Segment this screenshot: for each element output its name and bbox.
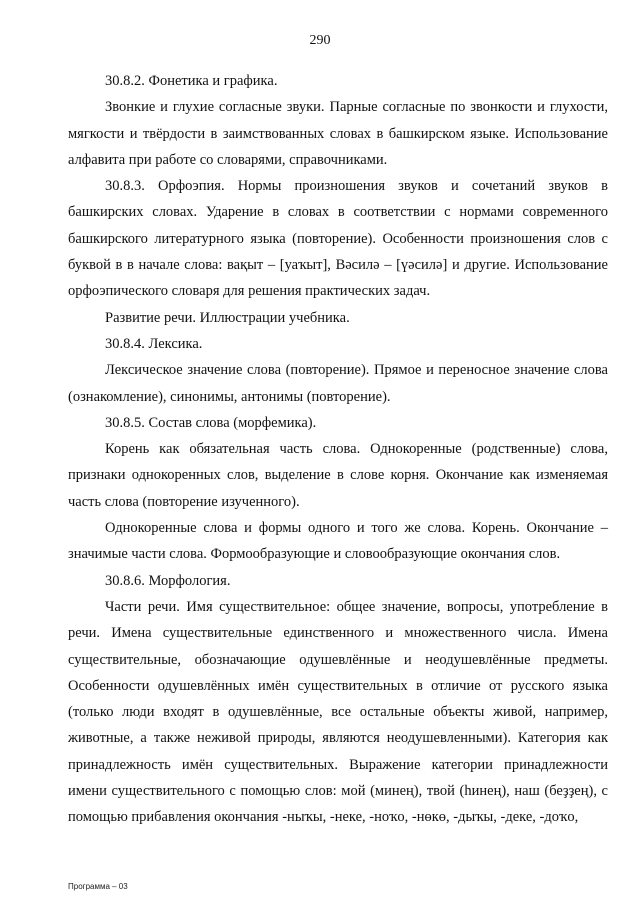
document-body: [68, 68, 608, 831]
paragraph: Развитие речи. Иллюстрации учебника.: [105, 309, 350, 326]
section-heading-morphemics: 30.8.5. Состав слова (морфемика).: [105, 414, 317, 431]
paragraph: Корень как обязательная часть слова. Однокоренные (родственные) слова, признаки однокоренных слов, выделение в слове корня. Окончание как изменяемая часть слова (повторение изученного).: [68, 441, 608, 510]
paragraph: Лексическое значение слова (повторение). Прямое и переносное значение слова (ознакомление), синонимы, антонимы (повторение).: [68, 362, 608, 405]
footer-label: Программа – 03: [68, 882, 128, 891]
section-heading-morphology: 30.8.6. Морфология.: [105, 572, 231, 589]
page-number: 290: [309, 33, 331, 48]
section-heading-lexics: 30.8.4. Лексика.: [105, 335, 203, 352]
paragraph: 30.8.3. Орфоэпия. Нормы произношения звуков и сочетаний звуков в башкирских словах. Ударение в словах в соответствии с нормами современного башкирского литературного языка (повторение). Особенности произношения слов с буквой в в начале слова: вақыт – [уаҡыт], Вәсилә – [үәсилә] и другие. Использование орфоэпического словаря для решения практических задач.: [68, 178, 608, 300]
paragraph: Части речи. Имя существительное: общее значение, вопросы, употребление в речи. Имена существительные единственного и множественного числа. Имена существительные, обозначающие одушевлённые и неодушевлённые предметы. Особенности одушевлённых имён существительных в отличие от русского языка (только люди входят в одушевлённые, все остальные объекты живой, например, животные, а также неживой природы, являются неодушевленными). Категория как принадлежность имён существительных. Выражение категории принадлежности имени существительного с помощью слов: мой (минең), твой (һинең), наш (беҙҙең), с помощью прибавления окончания -ныҡы, -неке, -ноҡо, -нөкө, -дыҡы, -деке, -доҡо,: [68, 598, 608, 826]
paragraph: Звонкие и глухие согласные звуки. Парные согласные по звонкости и глухости, мягкости и твёрдости в заимствованных словах в башкирском языке. Использование алфавита при работе со словарями, справочниками.: [68, 99, 608, 168]
section-heading-phonetics: 30.8.2. Фонетика и графика.: [105, 73, 278, 89]
paragraph: Однокоренные слова и формы одного и того же слова. Корень. Окончание – значимые части слова. Формообразующие и словообразующие окончания слов.: [68, 520, 608, 563]
